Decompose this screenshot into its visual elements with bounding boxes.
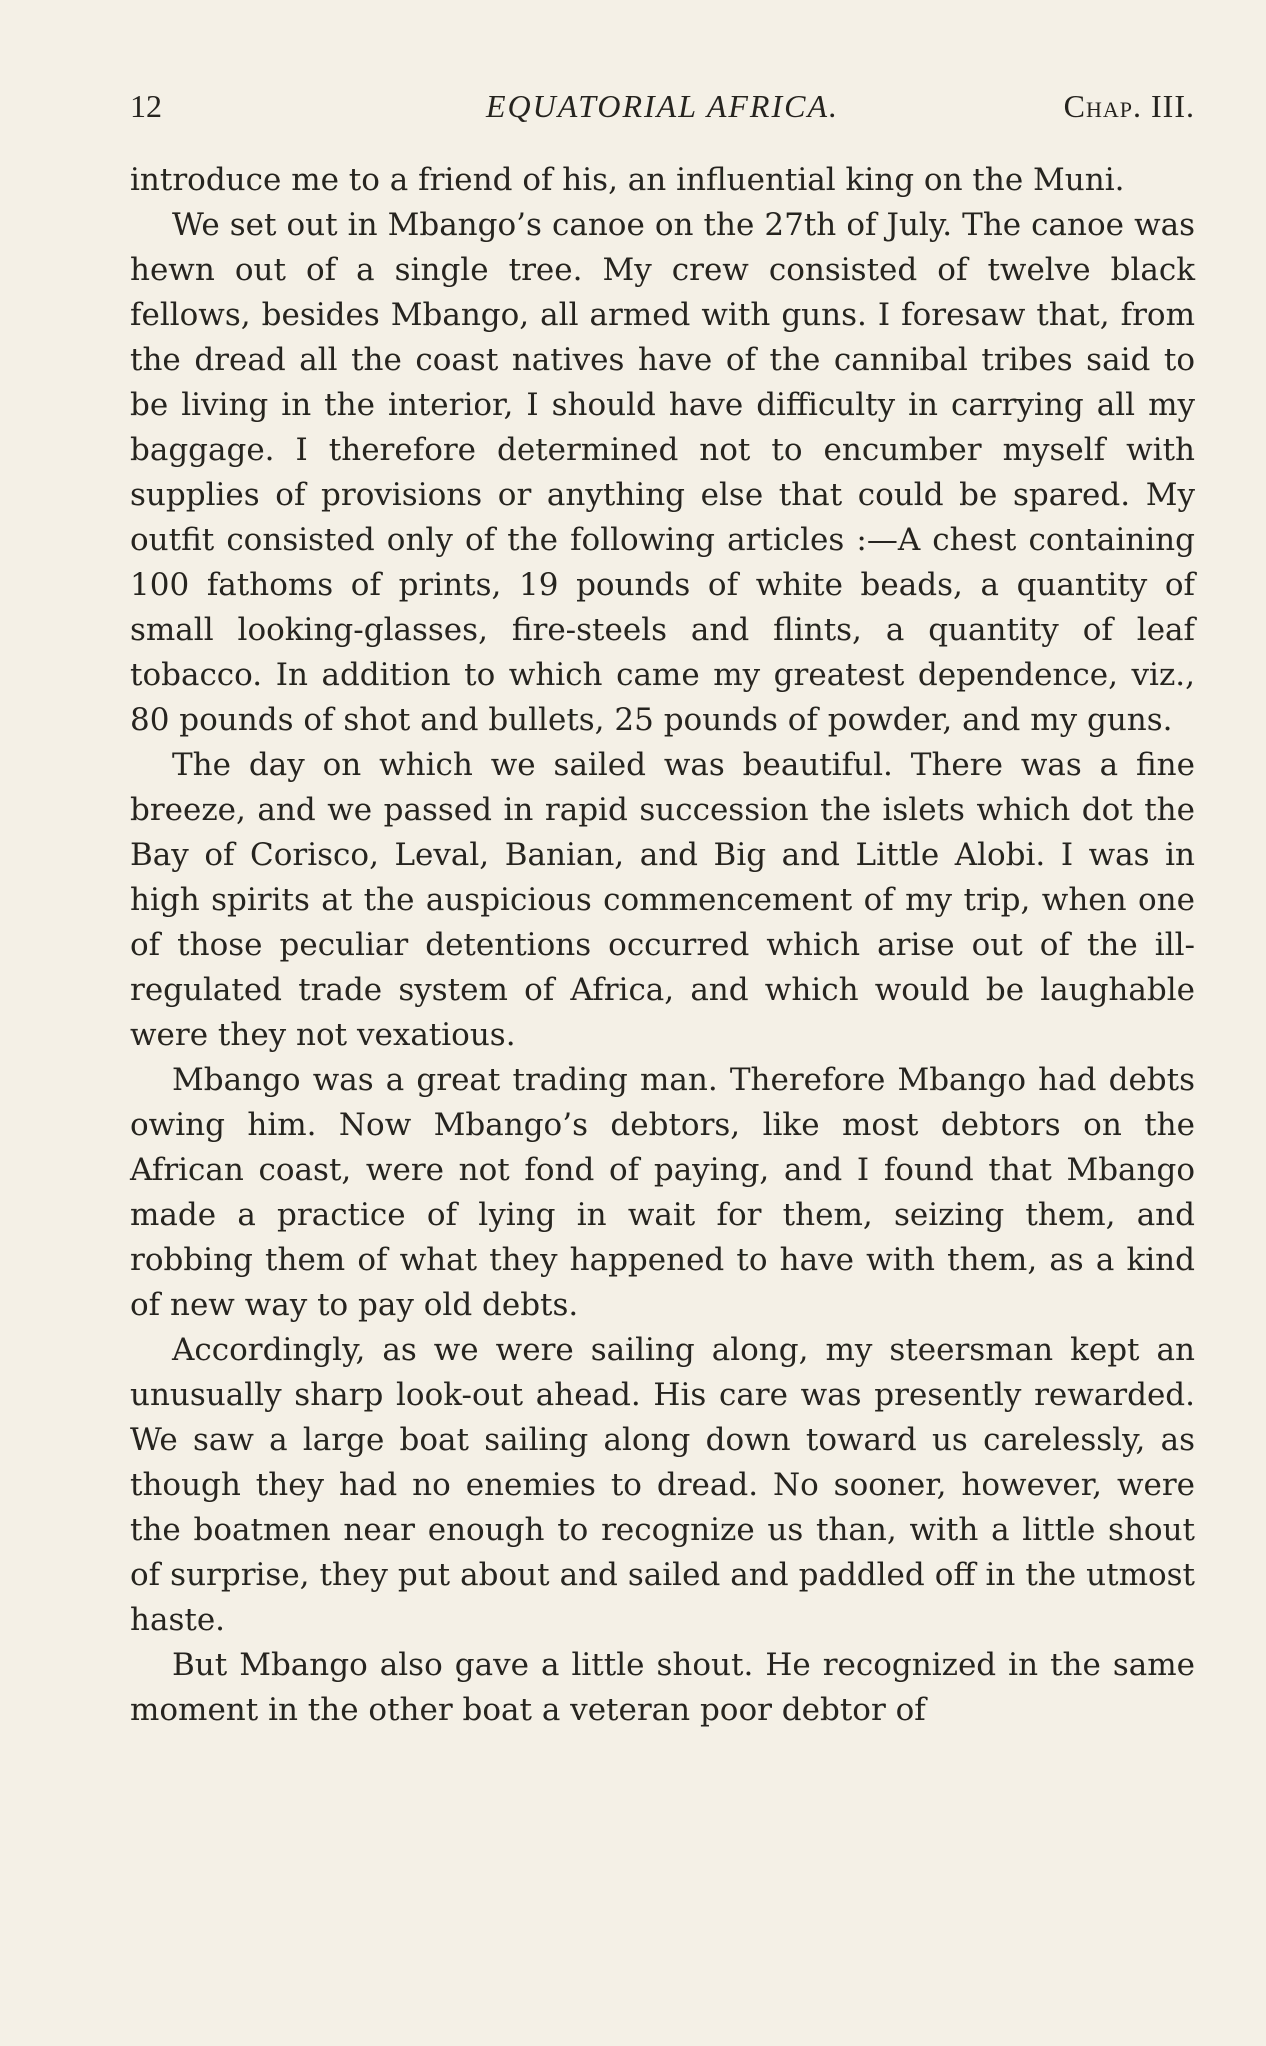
- body-text: [130, 158, 1195, 1733]
- paragraph-continuation: introduce me to a friend of his, an influential king on the Muni.: [130, 162, 1125, 198]
- running-title: EQUATORIAL AFRICA.: [485, 88, 840, 124]
- paragraph: Accordingly, as we were sailing along, my steersman kept an unusually sharp look-out ahead. His care was presently rewarded. We saw a large boat sailing along down toward us carelessly, as though they had no enemies to dread. No sooner, however, were the boatmen near enough to recognize us than, with a little shout of surprise, they put about and sailed and paddled off in the utmost haste.: [130, 1332, 1195, 1638]
- paragraph: The day on which we sailed was beautiful. There was a fine breeze, and we passed in rapid succession the islets which dot the Bay of Corisco, Leval, Banian, and Big and Little Alobi. I was in high spirits at the auspicious commencement of my trip, when one of those peculiar detentions occurred which arise out of the ill-regulated trade system of Africa, and which would be laughable were they not vexatious.: [130, 747, 1195, 1053]
- paragraph: We set out in Mbango’s canoe on the 27th of July. The canoe was hewn out of a single tree. My crew consisted of twelve black fellows, besides Mbango, all armed with guns. I foresaw that, from the dread all the coast natives have of the cannibal tribes said to be living in the interior, I should have difficulty in carrying all my baggage. I therefore determined not to encumber myself with supplies of provisions or anything else that could be spared. My outfit consisted only of the following articles :—A chest containing 100 fathoms of prints, 19 pounds of white beads, a quantity of small looking-glasses, fire-steels and flints, a quantity of leaf tobacco. In addition to which came my greatest dependence, viz., 80 pounds of shot and bullets, 25 pounds of powder, and my guns.: [130, 207, 1195, 738]
- page-number: 12: [130, 88, 162, 124]
- paragraph: Mbango was a great trading man. Therefore Mbango had debts owing him. Now Mbango’s debtors, like most debtors on the African coast, were not fond of paying, and I found that Mbango made a practice of lying in wait for them, seizing them, and robbing them of what they happened to have with them, as a kind of new way to pay old debts.: [130, 1062, 1195, 1323]
- running-head: [130, 88, 1195, 138]
- paragraph: But Mbango also gave a little shout. He recognized in the same moment in the other boat a veteran poor debtor of: [130, 1647, 1195, 1728]
- chapter-label: Chap. III.: [1063, 88, 1195, 124]
